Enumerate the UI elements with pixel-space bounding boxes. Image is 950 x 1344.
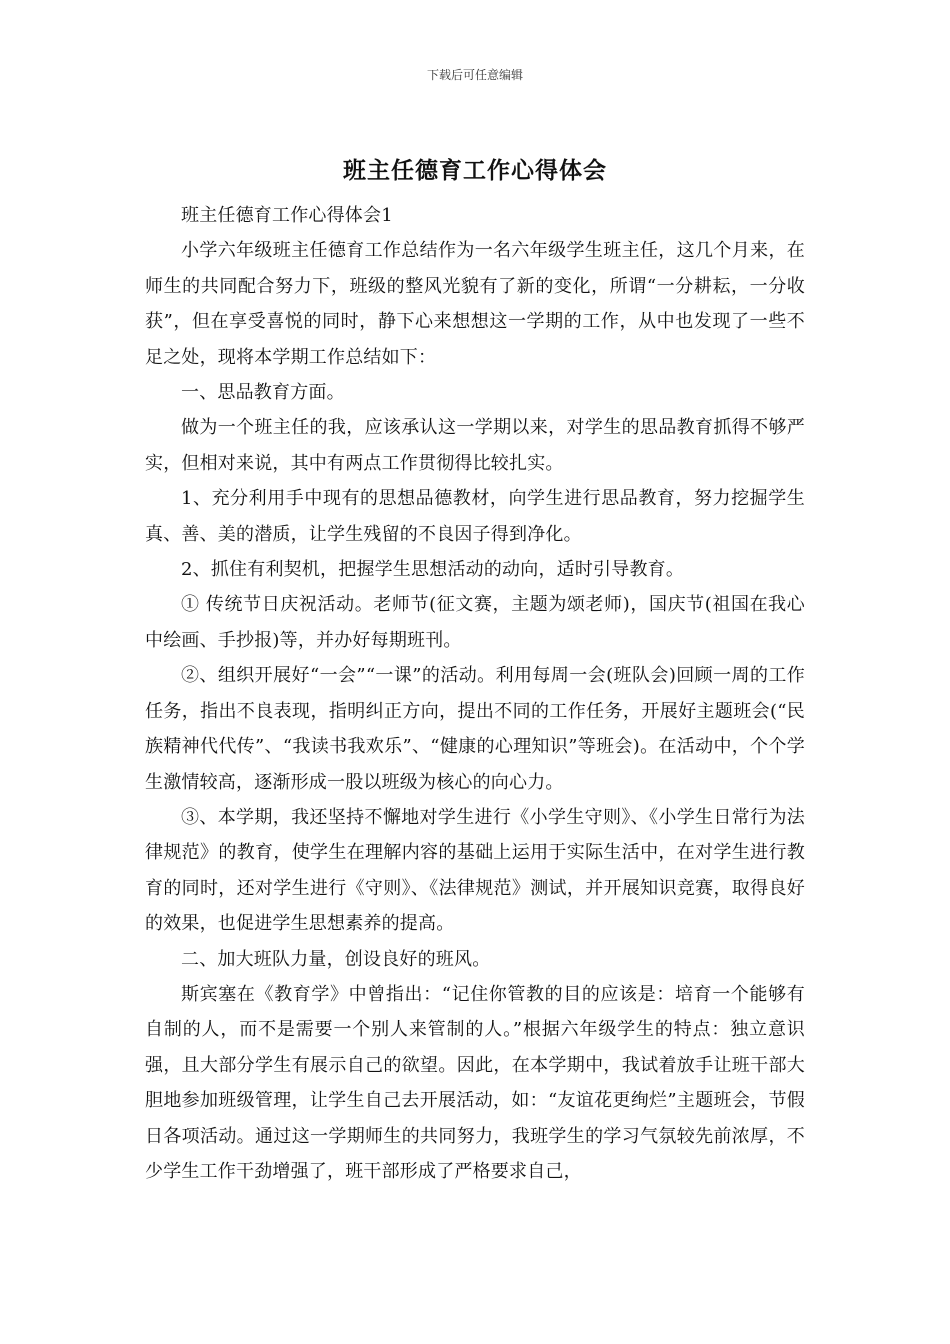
list-item: ① 传统节日庆祝活动。老师节(征文赛，主题为颂老师)，国庆节(祖国在我心中绘画、手抄报)等，并办好每期班刊。: [145, 594, 805, 651]
document-body: [145, 198, 805, 1189]
section-heading-2: 二、加大班队力量，创设良好的班风。: [181, 948, 491, 970]
document-title: 班主任德育工作心得体会: [343, 158, 607, 184]
paragraph: 斯宾塞在《教育学》中曾指出：“记住你管教的目的应该是：培育一个能够有自制的人，而不是需要一个别人来管制的人。”根据六年级学生的特点：独立意识强，且大部分学生有展示自己的欲望。因此，在本学期中，我试着放手让班干部大胆地参加班级管理，让学生自己去开展活动，如：“友谊花更绚烂”主题班会，节假日各项活动。通过这一学期师生的共同努力，我班学生的学习气氛较先前浓厚，不少学生工作干劲增强了，班干部形成了严格要求自己，: [145, 983, 805, 1182]
list-item: ②、组织开展好“一会”“一课”的活动。利用每周一会(班队会)回顾一周的工作任务，指出不良表现，指明纠正方向，提出不同的工作任务，开展好主题班会(“民族精神代代传”、“我读书我欢乐”、“健康的心理知识”等班会)。在活动中，个个学生激情较高，逐渐形成一股以班级为核心的向心力。: [145, 665, 805, 793]
list-item: 1、充分利用手中现有的思想品德教材，向学生进行思品教育，努力挖掘学生真、善、美的潜质，让学生残留的不良因子得到净化。: [145, 488, 805, 545]
list-item: 2、抓住有利契机，把握学生思想活动的动向，适时引导教育。: [181, 559, 685, 581]
section-heading-1: 一、思品教育方面。: [181, 382, 345, 404]
page-header-note: 下载后可任意编辑: [426, 68, 523, 82]
paragraph-intro: 小学六年级班主任德育工作总结作为一名六年级学生班主任，这几个月来，在师生的共同配合努力下，班级的整风光貌有了新的变化，所谓“一分耕耘，一分收获”，但在享受喜悦的同时，静下心来想想这一学期的工作，从中也发现了一些不足之处，现将本学期工作总结如下：: [145, 240, 805, 368]
paragraph: 做为一个班主任的我，应该承认这一学期以来，对学生的思品教育抓得不够严实，但相对来说，其中有两点工作贯彻得比较扎实。: [145, 417, 805, 474]
list-item: ③、本学期，我还坚持不懈地对学生进行《小学生守则》、《小学生日常行为法律规范》的教育，使学生在理解内容的基础上运用于实际生活中，在对学生进行教育的同时，还对学生进行《守则》、《法律规范》测试，并开展知识竞赛，取得良好的效果，也促进学生思想素养的提高。: [145, 806, 805, 935]
paragraph-subtitle: 班主任德育工作心得体会1: [181, 205, 393, 226]
